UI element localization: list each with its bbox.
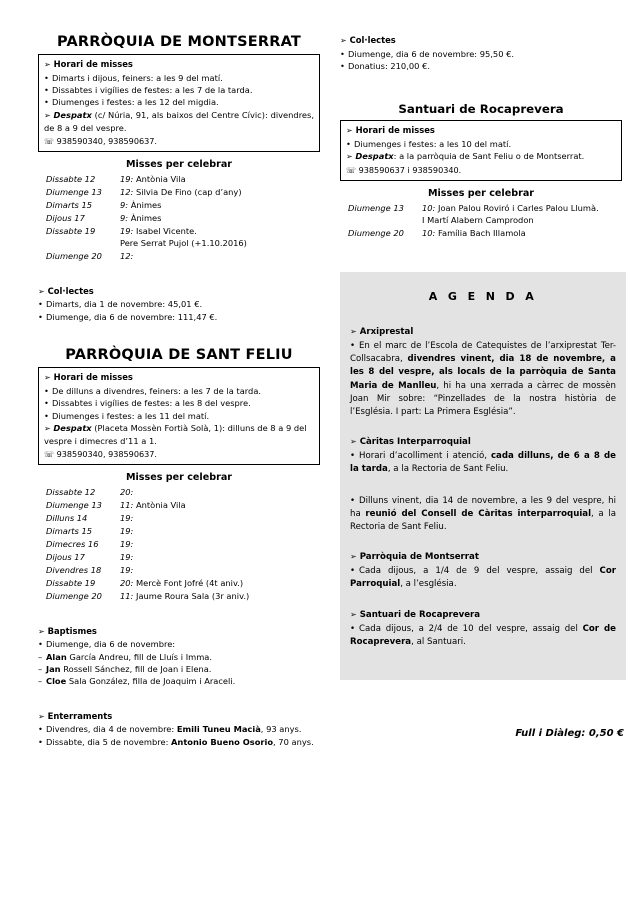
sant-feliu-despatx xyxy=(44,422,314,448)
table-row: Divendres 18 19: xyxy=(46,565,134,576)
agenda-item: • Cada dijous, a 1/4 de 9 del vespre, assaig del Cor Parroquial, a l’església. xyxy=(350,566,616,590)
arrow-marker-icon: ➢ xyxy=(350,327,357,336)
arrow-marker-icon: ➢ xyxy=(346,152,353,162)
baptismes-date: • Diumenge, dia 6 de novembre: xyxy=(38,638,320,650)
table-row: Diumenge 13 10: Joan Palou Roviró i Carles Palou Llumà. I Martí Alabern Camprodon xyxy=(348,203,599,226)
arrow-marker-icon: ➢ xyxy=(346,126,353,136)
agenda-item: • Horari d’acolliment i atenció, cada dilluns, de 6 a 8 de la tarda, a la Rectoria de Sant Feliu. xyxy=(350,451,616,475)
table-row: Dissabte 19 19: Isabel Vicente. Pere Serrat Pujol (+1.10.2016) xyxy=(46,225,247,249)
bullet-icon: • xyxy=(350,451,356,462)
agenda-heading: ➢ Càritas Interparroquial xyxy=(350,437,471,448)
sant-feliu-schedule-heading: ➢ Horari de misses xyxy=(44,372,133,383)
agenda-item: • En el marc de l’Escola de Catequistes de l’arxiprestat Ter-Collsacabra, divendres vinent, dia 18 de novembre, a les 8 del vespre, als locals de la parròquia de Santa Maria de Manlleu, hi ha una xerrada a càrrec de mossèn Joan Mir sobre: “Pinzellades de la nostra història de l’Església. I part: La Primera Església”. xyxy=(350,341,617,418)
bullet-icon: • xyxy=(350,623,356,634)
rocaprevera-despatx xyxy=(346,150,616,163)
table-row: Diumenge 13 11: Antònia Vila xyxy=(46,500,186,511)
arrow-marker-icon: ➢ xyxy=(38,711,45,721)
right-column xyxy=(340,34,622,240)
table-row: Diumenge 13 12: Silvia De Fino (cap d’any) xyxy=(46,187,242,197)
agenda-heading: ➢ Santuari de Rocaprevera xyxy=(350,609,481,620)
arrow-marker-icon: ➢ xyxy=(350,609,357,619)
list-item: • Dissabtes i vigílies de festes: a les 7 de la tarda. xyxy=(44,84,314,96)
section-parroquia-montserrat xyxy=(38,34,320,323)
collectes-heading: ➢ Col·lectes xyxy=(38,285,94,296)
enterraments-heading: ➢ Enterraments xyxy=(38,710,113,721)
list-item: • Diumenge, dia 6 de novembre: 95,50 €. xyxy=(340,48,622,60)
arrow-marker-icon: ➢ xyxy=(38,286,45,296)
list-item: – Jan Rossell Sánchez, fill de Joan i Elena. xyxy=(38,663,320,675)
arrow-marker-icon: ➢ xyxy=(44,60,51,69)
rocaprevera-info-box xyxy=(340,120,622,180)
rocaprevera-phones: ☏ 938590637 i 938590340. xyxy=(346,164,462,175)
table-row: Dimecres 16 19: xyxy=(46,539,134,550)
table-row: Dissabte 12 20: xyxy=(46,487,134,498)
list-item: • Dissabte, dia 5 de novembre: Antonio Bueno Osorio, 70 anys. xyxy=(38,736,314,747)
page-title-sant-feliu: PARRÒQUIA DE SANT FELIU xyxy=(65,347,293,364)
telephone-icon: ☏ xyxy=(44,449,55,459)
montserrat-info-box xyxy=(38,54,320,152)
bullet-icon: • xyxy=(350,495,356,506)
telephone-icon: ☏ xyxy=(346,165,357,175)
montserrat-masses-table xyxy=(46,173,328,263)
right-collectes-section xyxy=(340,34,622,72)
arrow-marker-icon: ➢ xyxy=(38,626,45,636)
agenda-item: • Cada dijous, a 2/4 de 10 del vespre, assaig del Cor de Rocaprevera, al Santuari. xyxy=(350,623,617,647)
page-title-rocaprevera: Santuari de Rocaprevera xyxy=(398,102,564,117)
despatx-label: Despatx xyxy=(355,151,394,162)
table-row: Dijous 17 9: Ànimes xyxy=(46,212,162,223)
arrow-marker-icon: ➢ xyxy=(44,373,51,383)
arrow-marker-icon: ➢ xyxy=(350,437,357,447)
table-row: Dissabte 19 20: Mercè Font Jofré (4t aniv.) xyxy=(46,578,244,589)
enterraments-section xyxy=(38,710,320,748)
page-title-montserrat: PARRÒQUIA DE MONTSERRAT xyxy=(57,34,301,50)
collectes-heading: ➢ Col·lectes xyxy=(340,35,396,45)
list-item: – Cloe Sala González, filla de Joaquim i Araceli. xyxy=(38,675,320,687)
list-item: • Diumenges i festes: a les 11 del matí. xyxy=(44,410,314,422)
section-parroquia-sant-feliu xyxy=(38,347,320,748)
montserrat-collectes xyxy=(38,285,320,323)
table-row: Dissabte 12 19: Antònia Vila xyxy=(46,174,186,185)
sant-feliu-masses-title: Misses per celebrar xyxy=(125,471,233,483)
table-row: Dilluns 14 19: xyxy=(46,513,134,524)
agenda-block-montserrat xyxy=(350,550,616,591)
table-row: Dimarts 15 19: xyxy=(46,526,134,537)
rocaprevera-schedule-heading: ➢ Horari de misses xyxy=(346,125,435,136)
baptismes-heading: ➢ Baptismes xyxy=(38,625,97,636)
section-santuari-rocaprevera xyxy=(340,102,622,240)
baptismes-section xyxy=(38,625,320,688)
despatx-label: Despatx xyxy=(53,109,92,120)
agenda-heading: ➢ Parròquia de Montserrat xyxy=(350,552,479,563)
bullet-icon: • xyxy=(350,341,356,351)
arrow-marker-icon: ➢ xyxy=(44,423,51,433)
list-item: • Divendres, dia 4 de novembre: Emili Tuneu Macià, 93 anys. xyxy=(38,724,302,735)
sant-feliu-phones: ☏ 938590340, 938590637. xyxy=(44,448,158,459)
despatx-text: : a la parròquia de Sant Feliu o de Montserrat. xyxy=(393,151,585,162)
sant-feliu-masses-table xyxy=(46,486,328,603)
table-row: Dimarts 15 9: Ànimes xyxy=(46,199,162,210)
agenda-item: • Dilluns vinent, dia 14 de novembre, a les 9 del vespre, hi ha reunió del Consell de Càritas interparroquial, a la Rectoria de Sant Feliu. xyxy=(350,495,616,533)
agenda-block-arxiprestal xyxy=(350,325,616,419)
left-column xyxy=(38,34,320,748)
list-item: • Diumenges i festes: a les 10 del matí. xyxy=(346,138,616,150)
telephone-icon: ☏ xyxy=(44,136,55,146)
montserrat-despatx xyxy=(44,109,314,135)
table-row: Dijous 17 19: xyxy=(46,552,134,563)
agenda-heading: ➢ Arxiprestal xyxy=(350,327,414,337)
list-item: • De dilluns a divendres, feiners: a les 7 de la tarda. xyxy=(44,385,314,397)
footer-price: Full i Diàleg: 0,50 € xyxy=(515,728,624,739)
rocaprevera-masses-title: Misses per celebrar xyxy=(427,187,535,199)
agenda-title: A G E N D A xyxy=(428,290,538,303)
rocaprevera-masses-table xyxy=(348,202,630,240)
list-item: • Diumenge, dia 6 de novembre: 111,47 €. xyxy=(38,311,320,323)
arrow-marker-icon: ➢ xyxy=(44,110,51,120)
despatx-text: (Placeta Mossèn Fortià Solà, 1): dilluns de 8 a 9 del vespre i dimecres d’11 a 1. xyxy=(44,422,307,447)
list-item: • Dimarts, dia 1 de novembre: 45,01 €. xyxy=(38,298,320,310)
despatx-text: (c/ Núria, 91, als baixos del Centre Cívic): divendres, de 8 a 9 del vespre. xyxy=(44,109,314,134)
list-item: • Donatius: 210,00 €. xyxy=(340,60,622,72)
montserrat-phones: ☏ 938590340, 938590637. xyxy=(44,135,158,146)
list-item: • Diumenges i festes: a les 12 del migdia. xyxy=(44,96,314,108)
table-row: Diumenge 20 10: Família Bach Illamola xyxy=(348,228,526,239)
despatx-label: Despatx xyxy=(53,422,92,433)
arrow-marker-icon: ➢ xyxy=(340,36,347,45)
sant-feliu-info-box xyxy=(38,367,320,465)
montserrat-masses-title: Misses per celebrar xyxy=(125,158,233,170)
list-item: • Dissabtes i vigílies de festes: a les 8 del vespre. xyxy=(44,397,314,409)
agenda-block-rocaprevera xyxy=(350,608,616,649)
agenda-block-caritas xyxy=(350,435,616,534)
arrow-marker-icon: ➢ xyxy=(350,552,357,562)
list-item: • Dimarts i dijous, feiners: a les 9 del matí. xyxy=(44,72,314,84)
agenda-panel xyxy=(340,272,626,680)
bullet-icon: • xyxy=(350,566,356,577)
list-item: – Alan García Andreu, fill de Lluís i Imma. xyxy=(38,651,320,663)
table-row: Diumenge 20 12: xyxy=(46,251,134,262)
table-row: Diumenge 20 11: Jaume Roura Sala (3r aniv.) xyxy=(46,591,250,602)
montserrat-schedule-heading: ➢ Horari de misses xyxy=(44,59,133,69)
